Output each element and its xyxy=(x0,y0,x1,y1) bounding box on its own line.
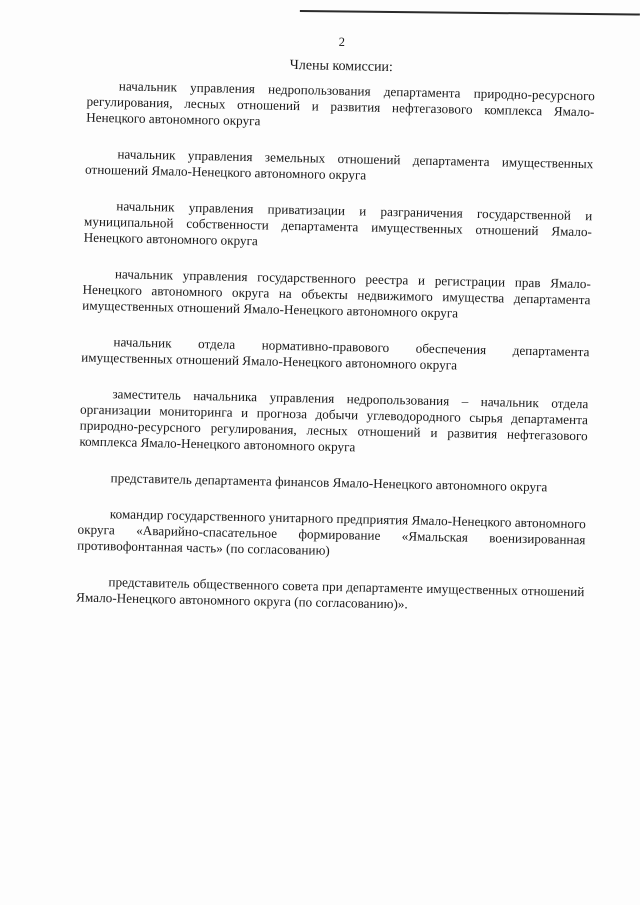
commission-members-heading: Члены комиссии: xyxy=(289,57,394,76)
member-paragraph: начальник управления государственного реестра и регистрации прав Ямало-Ненецкого автономного округа на объекты недвижимого имущества департамента имущественных отношений Ямало-Ненецкого автономного округа xyxy=(82,266,591,321)
page-number: 2 xyxy=(338,34,346,50)
member-paragraph: представитель общественного совета при департаменте имущественных отношений Ямало-Ненецкого автономного округа (по согласованию)». xyxy=(75,574,585,612)
document-content xyxy=(76,29,596,637)
member-paragraph: начальник отдела нормативно-правового обеспечения департамента имущественных отношений Ямало-Ненецкого автономного округа xyxy=(81,334,590,373)
member-paragraph: заместитель начальника управления недропользования – начальник отдела организации мониторинга и прогноза добычи углеводородного сырья департамента природно-ресурсного регулирования, лесных отношений и развития нефтегазового комплекса Ямало-Ненецкого автономного округа xyxy=(79,386,589,455)
member-paragraph: начальник управления недропользования департамента природно-ресурсного регулирования, лесных отношений и развития нефтегазового комплекса Ямало-Ненецкого автономного округа xyxy=(86,78,595,129)
page-edge-line xyxy=(300,0,640,16)
member-paragraph: представитель департамента финансов Ямало-Ненецкого автономного округа xyxy=(110,470,548,495)
member-paragraph: начальник управления приватизации и разграничения государственной и муниципальной собственности департамента имущественных отношений Ямало-Ненецкого автономного округа xyxy=(83,198,593,249)
member-paragraph: начальник управления земельных отношений департамента имущественных отношений Ямало-Ненецкого автономного округа xyxy=(84,146,594,183)
member-paragraph: командир государственного унитарного предприятия Ямало-Ненецкого автономного округа «Аварийно-спасательное формирование «Ямальская военизированная противофонтанная часть» (по согласованию) xyxy=(77,506,586,558)
